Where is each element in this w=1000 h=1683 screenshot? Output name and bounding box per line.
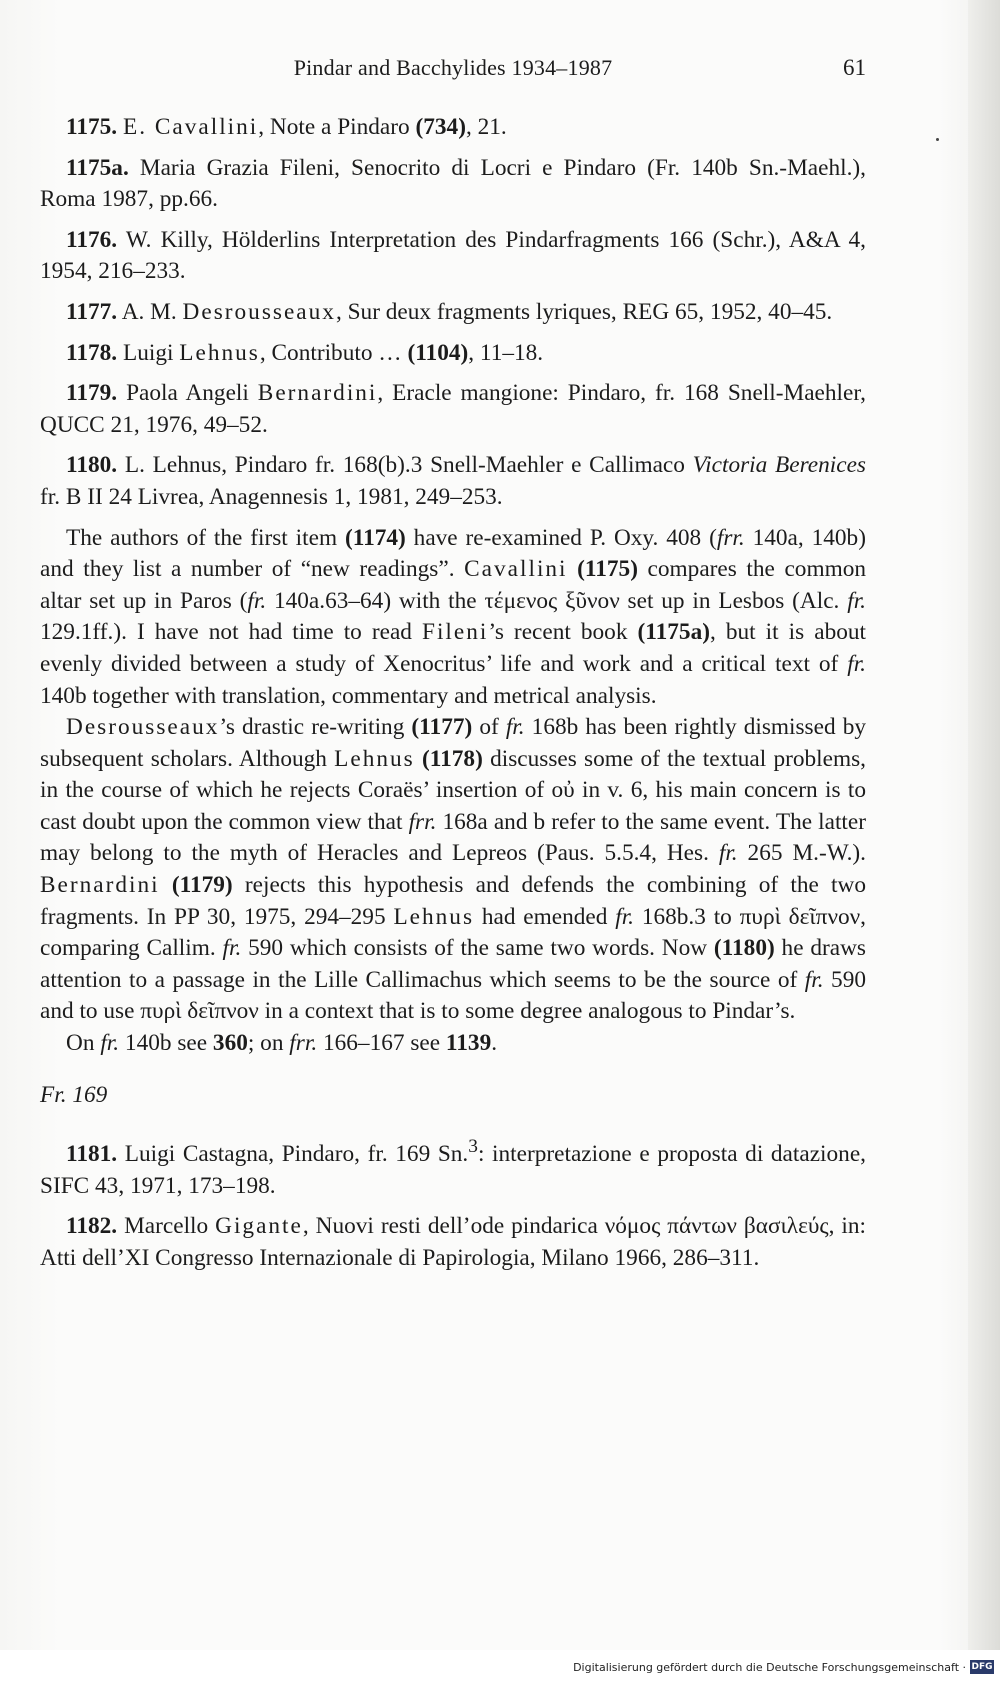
italic-text: fr.	[100, 1030, 120, 1057]
cross-reference: 1139	[445, 1030, 492, 1057]
text-run: 140a.63–64) with the τέμενος ξῦνον set up in Lesbos (Alc.	[266, 587, 848, 614]
text-run: Lehnus	[179, 339, 260, 366]
italic-text: fr.	[247, 587, 267, 614]
text-run: Fileni	[421, 619, 489, 646]
entry-number: 1176.	[66, 226, 118, 253]
text-run: 140a, 140b) and they list a number of “new readings”.	[40, 524, 866, 583]
italic-text: fr.	[718, 840, 738, 867]
italic-text: frr.	[408, 808, 437, 835]
text-run: , 21.	[465, 114, 507, 140]
bibliography-entry	[40, 225, 866, 288]
italic-text: Victoria Berenices	[692, 452, 866, 479]
entry-number: 1181.	[66, 1140, 118, 1167]
text-run: A. M.	[121, 298, 183, 325]
text-run: E. Cavallini	[122, 114, 259, 140]
bibliography-entry	[40, 378, 866, 441]
text-run: 168a and b refer to the same event. The latter may belong to the myth of Heracles and Lepreos (Paus. 5.5.4, Hes.	[40, 808, 866, 867]
bibliography-entry	[40, 112, 866, 144]
text-run: Luigi	[122, 339, 180, 366]
text-run: had emended	[474, 903, 616, 930]
entry-number: 1175.	[66, 114, 118, 140]
text-run: , Nuovi resti dell’ode pindarica νόμος πάντων βασιλεύς, in: Atti dell’XI Congresso Internazionale di Papirologia, Milano 1966, 286–311.	[40, 1213, 866, 1271]
cross-reference: (1175)	[577, 556, 638, 583]
text-run: 168b.3 to πυρὶ δεῖπνον, comparing Callim.	[40, 903, 866, 962]
text-run: Bernardini	[40, 872, 160, 899]
text-run: Marcello	[124, 1213, 216, 1240]
italic-text: fr.	[505, 714, 525, 741]
text-run: Desrousseaux	[66, 714, 220, 741]
text-run: fr. B II 24 Livrea, Anagennesis 1, 1981, 249–253.	[40, 483, 503, 510]
text-run: W. Killy, Hölderlins Interpretation des Pindarfragments 166 (Schr.), A&A 4, 1954, 216–233.	[40, 226, 866, 285]
bibliography-list	[40, 112, 866, 514]
bibliography-entry	[40, 1131, 866, 1202]
bibliography-list	[40, 1131, 866, 1274]
text-run: ’s recent book	[488, 619, 638, 646]
text-run: Maria Grazia Fileni, Senocrito di Locri e Pindaro (Fr. 140b Sn.-Maehl.), Roma 1987, pp.66.	[40, 154, 866, 213]
text-run: : interpretazione e proposta di datazione, SIFC 43, 1971, 173–198.	[40, 1140, 866, 1199]
text-run	[160, 872, 172, 898]
text-run: .	[491, 1030, 498, 1057]
text-run: , Sur deux fragments lyriques, REG 65, 1952, 40–45.	[335, 298, 833, 325]
cross-reference: 360	[212, 1030, 248, 1057]
text-run: Cavallini	[464, 556, 568, 583]
entry-number: 1180.	[66, 452, 118, 479]
text-run	[415, 746, 422, 772]
entry-number: 1182.	[66, 1213, 118, 1240]
text-run: , Eracle mangione: Pindaro, fr. 168 Snell-Maehler, QUCC 21, 1976, 49–52.	[40, 380, 867, 438]
text-run: he draws attention to a passage in the Lille Callimachus which seems to be the source of	[40, 935, 866, 993]
entry-number: 1178.	[66, 339, 118, 366]
text-run: L. Lehnus, Pindaro fr. 168(b).3 Snell-Maehler e Callimaco	[124, 452, 693, 479]
digitization-footer	[0, 1650, 1000, 1683]
running-header	[40, 55, 866, 87]
page-body	[40, 112, 866, 1283]
italic-text: frr.	[289, 1030, 318, 1057]
cross-reference: (1179)	[171, 872, 233, 899]
page-number: 61	[843, 55, 866, 80]
text-run: Lehnus	[393, 903, 475, 930]
italic-text: fr.	[222, 935, 242, 962]
cross-reference: (1174)	[344, 524, 406, 551]
text-run	[568, 556, 578, 582]
entry-number: 1175a.	[66, 154, 129, 181]
cross-reference: (1177)	[411, 714, 473, 741]
italic-text: fr.	[804, 966, 824, 993]
text-run: ; on	[247, 1030, 290, 1057]
text-run: 3	[468, 1136, 478, 1158]
commentary-paragraph	[40, 712, 866, 1028]
italic-text: fr.	[847, 650, 866, 677]
italic-text: frr.	[716, 524, 745, 551]
text-run: 168b has been rightly dismissed by subsequent scholars. Although	[40, 714, 866, 772]
bibliography-entry	[40, 450, 866, 513]
bibliography-entry	[40, 338, 866, 370]
text-run: 140b see	[119, 1030, 213, 1057]
cross-reference: (1175a)	[637, 619, 710, 646]
text-run: of	[472, 714, 506, 741]
text-run: Bernardini	[257, 380, 378, 407]
text-run: On	[66, 1030, 101, 1057]
cross-reference: (734)	[415, 114, 466, 140]
text-run: , 11–18.	[468, 339, 544, 366]
text-run: 129.1ff.). I have not had time to read	[40, 619, 422, 646]
entry-number: 1177.	[66, 298, 118, 325]
cross-reference: (1180)	[713, 935, 775, 962]
dfg-logo: DFG	[971, 1662, 993, 1672]
stray-mark	[936, 138, 939, 141]
text-run: rejects this hypothesis and defends the combining of the two fragments. In PP 30, 1975, 294–295	[40, 872, 866, 930]
italic-text: fr.	[847, 587, 866, 614]
text-run: Lehnus	[334, 745, 415, 772]
cross-reference: (1104)	[407, 339, 469, 366]
text-run: Paola Angeli	[126, 380, 258, 407]
text-run: 140b together with translation, commentary and metrical analysis.	[40, 682, 657, 709]
text-run: compares the common altar set up in Paros (	[40, 556, 866, 614]
text-run: Gigante	[215, 1213, 303, 1240]
section-heading: Fr. 169	[40, 1081, 108, 1108]
italic-text: fr.	[615, 903, 634, 930]
text-run: 265 M.-W.).	[737, 840, 866, 867]
text-run: Luigi Castagna, Pindaro, fr. 169 Sn.	[124, 1140, 469, 1167]
entry-number: 1179.	[66, 380, 118, 407]
text-run: 590 which consists of the same two words. Now	[241, 935, 714, 962]
text-run: have re-examined P. Oxy. 408 (	[405, 524, 717, 551]
commentary-paragraph	[40, 1028, 866, 1060]
funding-note: Digitalisierung gefördert durch die Deutsche Forschungsgemeinschaft ·	[573, 1661, 966, 1674]
bibliography-entry	[40, 153, 866, 216]
text-run: 590 and to use πυρὶ δεῖπνον in a context that is to some degree analogous to Pindar’s.	[40, 966, 866, 1025]
cross-reference: (1178)	[422, 745, 483, 772]
text-run: , but it is about evenly divided between a study of Xenocritus’ life and work and a critical text of	[40, 619, 866, 677]
page-edge	[968, 0, 1000, 1650]
commentary	[40, 523, 866, 1060]
text-run: discusses some of the textual problems, in the course of which he rejects Coraës’ insertion of οὐ in v. 6, his main concern is to cast doubt upon the common view that	[40, 745, 866, 835]
text-run: ’s drastic re-writing	[219, 714, 412, 741]
text-run: , Contributo …	[259, 339, 408, 366]
bibliography-entry	[40, 297, 866, 329]
running-title: Pindar and Bacchylides 1934–1987	[293, 55, 613, 80]
bibliography-entry	[40, 1211, 866, 1274]
text-run: Desrousseaux	[182, 298, 336, 325]
commentary-paragraph	[40, 523, 866, 713]
text-run: 166–167 see	[317, 1030, 446, 1057]
text-run: , Note a Pindaro	[258, 114, 416, 140]
text-run: The authors of the first item	[66, 524, 345, 551]
